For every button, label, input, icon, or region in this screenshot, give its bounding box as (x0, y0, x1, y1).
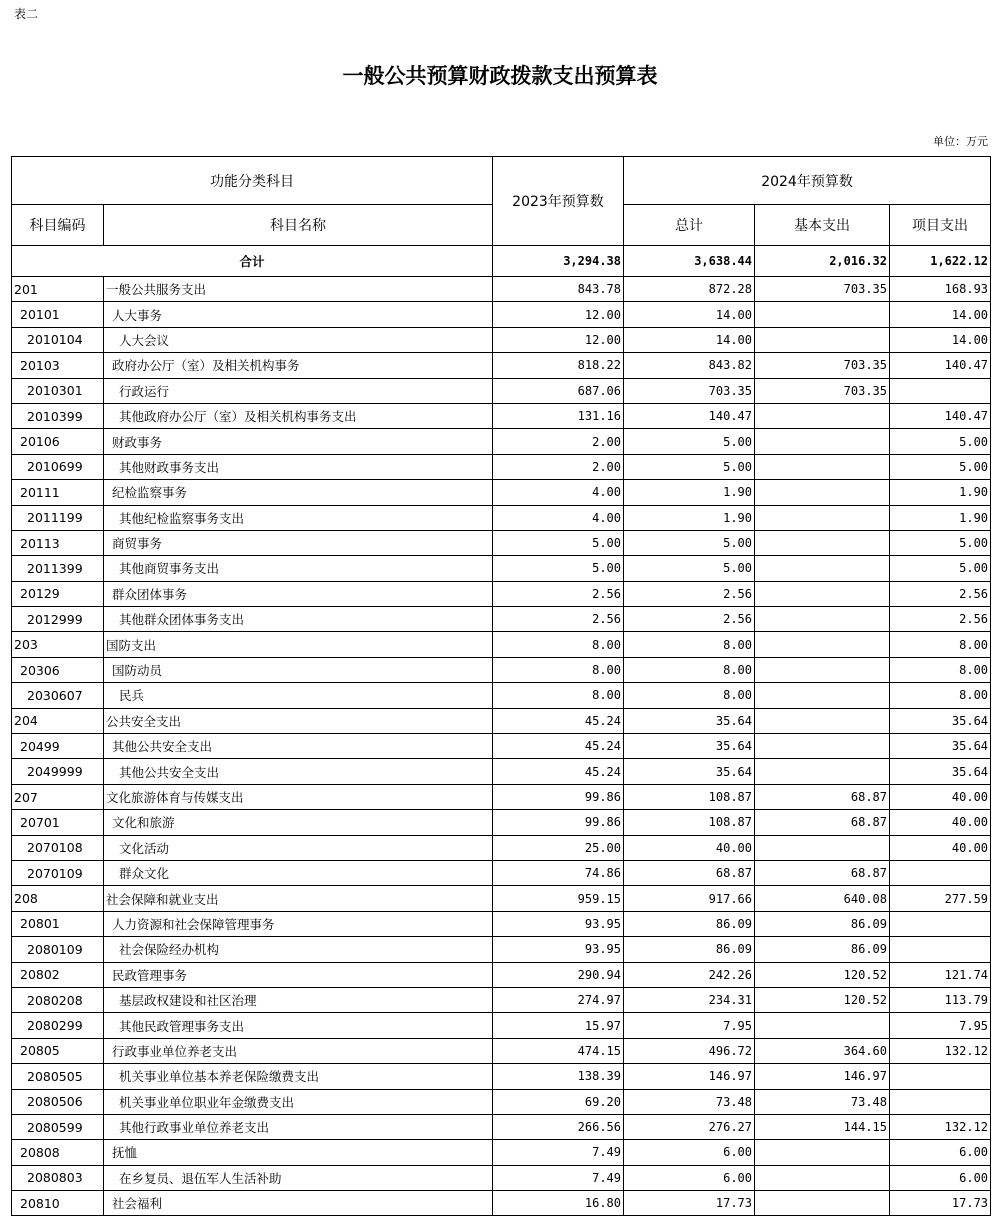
cell-project: 168.93 (890, 277, 991, 302)
cell-name: 行政运行 (104, 378, 493, 403)
cell-name: 其他民政管理事务支出 (104, 1013, 493, 1038)
table-row (12, 530, 991, 555)
cell-prev: 2.00 (493, 429, 624, 454)
cell-basic: 73.48 (755, 1089, 890, 1114)
total-total: 3,638.44 (624, 246, 755, 277)
cell-total: 14.00 (624, 327, 755, 352)
cell-basic: 120.52 (755, 987, 890, 1012)
cell-prev: 74.86 (493, 860, 624, 885)
table-row (12, 1038, 991, 1063)
total-row (12, 246, 991, 277)
cell-total: 8.00 (624, 683, 755, 708)
cell-prev: 5.00 (493, 556, 624, 581)
cell-code: 2080506 (12, 1089, 104, 1114)
cell-code: 20113 (12, 530, 104, 555)
header-total: 总计 (624, 205, 755, 246)
table-row (12, 505, 991, 530)
cell-basic: 146.97 (755, 1064, 890, 1089)
cell-basic (755, 1140, 890, 1165)
cell-prev: 843.78 (493, 277, 624, 302)
table-row (12, 1064, 991, 1089)
total-basic: 2,016.32 (755, 246, 890, 277)
cell-code: 2080599 (12, 1114, 104, 1139)
cell-prev: 290.94 (493, 962, 624, 987)
cell-basic (755, 1191, 890, 1216)
cell-basic (755, 734, 890, 759)
cell-code: 204 (12, 708, 104, 733)
cell-name: 群众团体事务 (104, 581, 493, 606)
cell-code: 20103 (12, 353, 104, 378)
table-row (12, 556, 991, 581)
cell-name: 政府办公厅（室）及相关机构事务 (104, 353, 493, 378)
cell-code: 2010301 (12, 378, 104, 403)
cell-project: 40.00 (890, 835, 991, 860)
cell-total: 35.64 (624, 734, 755, 759)
cell-name: 社会福利 (104, 1191, 493, 1216)
cell-project: 17.73 (890, 1191, 991, 1216)
cell-basic: 640.08 (755, 886, 890, 911)
cell-total: 5.00 (624, 454, 755, 479)
cell-project: 140.47 (890, 353, 991, 378)
table-row (12, 607, 991, 632)
cell-total: 6.00 (624, 1165, 755, 1190)
cell-total: 5.00 (624, 429, 755, 454)
cell-prev: 99.86 (493, 784, 624, 809)
cell-code: 20808 (12, 1140, 104, 1165)
cell-name: 一般公共服务支出 (104, 277, 493, 302)
table-row (12, 708, 991, 733)
cell-code: 2011199 (12, 505, 104, 530)
cell-total: 17.73 (624, 1191, 755, 1216)
cell-prev: 7.49 (493, 1165, 624, 1190)
cell-code: 207 (12, 784, 104, 809)
cell-prev: 4.00 (493, 505, 624, 530)
table-row (12, 632, 991, 657)
cell-basic: 68.87 (755, 784, 890, 809)
cell-basic (755, 632, 890, 657)
cell-prev: 474.15 (493, 1038, 624, 1063)
cell-code: 20111 (12, 480, 104, 505)
cell-prev: 8.00 (493, 657, 624, 682)
table-row (12, 327, 991, 352)
cell-code: 20810 (12, 1191, 104, 1216)
cell-code: 2010699 (12, 454, 104, 479)
cell-prev: 959.15 (493, 886, 624, 911)
total-project: 1,622.12 (890, 246, 991, 277)
total-label: 合计 (12, 246, 493, 277)
cell-basic (755, 607, 890, 632)
cell-name: 财政事务 (104, 429, 493, 454)
table-row (12, 784, 991, 809)
cell-project: 35.64 (890, 708, 991, 733)
cell-code: 2010104 (12, 327, 104, 352)
cell-name: 社会保险经办机构 (104, 937, 493, 962)
header-prev-year: 2023年预算数 (493, 157, 624, 246)
cell-total: 5.00 (624, 530, 755, 555)
cell-code: 20101 (12, 302, 104, 327)
cell-total: 86.09 (624, 937, 755, 962)
cell-basic (755, 454, 890, 479)
cell-project: 277.59 (890, 886, 991, 911)
cell-total: 86.09 (624, 911, 755, 936)
unit-label: 单位：万元 (933, 135, 988, 148)
cell-project: 40.00 (890, 810, 991, 835)
cell-code: 2030607 (12, 683, 104, 708)
cell-basic (755, 759, 890, 784)
cell-project: 121.74 (890, 962, 991, 987)
table-row (12, 734, 991, 759)
cell-basic (755, 530, 890, 555)
cell-code: 20801 (12, 911, 104, 936)
cell-total: 35.64 (624, 708, 755, 733)
cell-total: 7.95 (624, 1013, 755, 1038)
cell-prev: 12.00 (493, 302, 624, 327)
cell-name: 机关事业单位基本养老保险缴费支出 (104, 1064, 493, 1089)
table-body (12, 246, 991, 1216)
cell-total: 917.66 (624, 886, 755, 911)
cell-name: 其他公共安全支出 (104, 759, 493, 784)
header-name: 科目名称 (104, 205, 493, 246)
cell-prev: 93.95 (493, 937, 624, 962)
cell-code: 20106 (12, 429, 104, 454)
cell-total: 73.48 (624, 1089, 755, 1114)
page-title: 一般公共预算财政拨款支出预算表 (342, 63, 658, 88)
header-function-group: 功能分类科目 (12, 157, 493, 205)
table-row (12, 1089, 991, 1114)
cell-project: 132.12 (890, 1038, 991, 1063)
cell-basic (755, 657, 890, 682)
cell-basic (755, 480, 890, 505)
cell-project: 5.00 (890, 454, 991, 479)
cell-code: 2080109 (12, 937, 104, 962)
table-row (12, 759, 991, 784)
cell-project: 1.90 (890, 480, 991, 505)
cell-basic (755, 327, 890, 352)
cell-name: 国防支出 (104, 632, 493, 657)
cell-basic (755, 403, 890, 428)
cell-name: 文化和旅游 (104, 810, 493, 835)
table-row (12, 353, 991, 378)
cell-basic (755, 683, 890, 708)
cell-project: 2.56 (890, 581, 991, 606)
cell-name: 社会保障和就业支出 (104, 886, 493, 911)
cell-name: 其他财政事务支出 (104, 454, 493, 479)
table-row (12, 1191, 991, 1216)
cell-total: 108.87 (624, 810, 755, 835)
table-row (12, 657, 991, 682)
budget-table (11, 156, 991, 1216)
cell-total: 496.72 (624, 1038, 755, 1063)
cell-name: 其他商贸事务支出 (104, 556, 493, 581)
cell-code: 2080299 (12, 1013, 104, 1038)
cell-project (890, 860, 991, 885)
table-row (12, 683, 991, 708)
cell-total: 140.47 (624, 403, 755, 428)
cell-code: 2080803 (12, 1165, 104, 1190)
cell-name: 国防动员 (104, 657, 493, 682)
cell-project: 113.79 (890, 987, 991, 1012)
cell-basic (755, 505, 890, 530)
table-row (12, 860, 991, 885)
table-row (12, 1114, 991, 1139)
cell-name: 民政管理事务 (104, 962, 493, 987)
cell-name: 人大会议 (104, 327, 493, 352)
cell-project: 8.00 (890, 632, 991, 657)
cell-code: 2080208 (12, 987, 104, 1012)
cell-name: 其他群众团体事务支出 (104, 607, 493, 632)
table-row (12, 1013, 991, 1038)
cell-total: 2.56 (624, 581, 755, 606)
cell-total: 40.00 (624, 835, 755, 860)
cell-prev: 12.00 (493, 327, 624, 352)
cell-project: 7.95 (890, 1013, 991, 1038)
cell-basic: 703.35 (755, 277, 890, 302)
cell-total: 1.90 (624, 505, 755, 530)
cell-code: 2049999 (12, 759, 104, 784)
cell-project: 8.00 (890, 657, 991, 682)
cell-project (890, 1064, 991, 1089)
table-row (12, 1165, 991, 1190)
cell-prev: 2.00 (493, 454, 624, 479)
cell-prev: 274.97 (493, 987, 624, 1012)
table-tag: 表二 (14, 7, 39, 21)
cell-basic (755, 835, 890, 860)
table-row (12, 302, 991, 327)
cell-total: 108.87 (624, 784, 755, 809)
table-row (12, 911, 991, 936)
cell-name: 其他纪检监察事务支出 (104, 505, 493, 530)
cell-code: 2080505 (12, 1064, 104, 1089)
cell-name: 人力资源和社会保障管理事务 (104, 911, 493, 936)
header-code: 科目编码 (12, 205, 104, 246)
cell-name: 文化活动 (104, 835, 493, 860)
cell-project: 132.12 (890, 1114, 991, 1139)
cell-prev: 8.00 (493, 683, 624, 708)
table-row (12, 480, 991, 505)
cell-project: 14.00 (890, 327, 991, 352)
cell-name: 纪检监察事务 (104, 480, 493, 505)
table-row (12, 1140, 991, 1165)
cell-total: 146.97 (624, 1064, 755, 1089)
cell-total: 242.26 (624, 962, 755, 987)
header-this-year: 2024年预算数 (624, 157, 991, 205)
cell-code: 20129 (12, 581, 104, 606)
cell-project: 35.64 (890, 734, 991, 759)
cell-total: 234.31 (624, 987, 755, 1012)
cell-name: 其他行政事业单位养老支出 (104, 1114, 493, 1139)
cell-basic (755, 1013, 890, 1038)
cell-code: 2070108 (12, 835, 104, 860)
cell-prev: 45.24 (493, 759, 624, 784)
table-row (12, 581, 991, 606)
cell-prev: 99.86 (493, 810, 624, 835)
cell-name: 商贸事务 (104, 530, 493, 555)
cell-basic (755, 708, 890, 733)
cell-total: 5.00 (624, 556, 755, 581)
cell-basic (755, 302, 890, 327)
cell-project: 5.00 (890, 530, 991, 555)
table-row (12, 429, 991, 454)
table-row (12, 937, 991, 962)
table-row (12, 378, 991, 403)
cell-name: 机关事业单位职业年金缴费支出 (104, 1089, 493, 1114)
cell-name: 民兵 (104, 683, 493, 708)
cell-name: 文化旅游体育与传媒支出 (104, 784, 493, 809)
cell-basic: 120.52 (755, 962, 890, 987)
cell-basic: 86.09 (755, 911, 890, 936)
cell-total: 2.56 (624, 607, 755, 632)
cell-prev: 266.56 (493, 1114, 624, 1139)
cell-prev: 16.80 (493, 1191, 624, 1216)
cell-basic: 703.35 (755, 378, 890, 403)
cell-project: 8.00 (890, 683, 991, 708)
cell-code: 20802 (12, 962, 104, 987)
cell-total: 6.00 (624, 1140, 755, 1165)
cell-basic: 703.35 (755, 353, 890, 378)
cell-name: 人大事务 (104, 302, 493, 327)
cell-basic (755, 1165, 890, 1190)
table-row (12, 403, 991, 428)
cell-project (890, 378, 991, 403)
table-row (12, 962, 991, 987)
cell-name: 抚恤 (104, 1140, 493, 1165)
cell-project: 6.00 (890, 1140, 991, 1165)
total-prev: 3,294.38 (493, 246, 624, 277)
cell-project: 14.00 (890, 302, 991, 327)
header-project: 项目支出 (890, 205, 991, 246)
cell-total: 843.82 (624, 353, 755, 378)
cell-basic (755, 429, 890, 454)
cell-project: 140.47 (890, 403, 991, 428)
header-basic: 基本支出 (755, 205, 890, 246)
cell-prev: 4.00 (493, 480, 624, 505)
cell-basic: 68.87 (755, 810, 890, 835)
cell-code: 20701 (12, 810, 104, 835)
cell-basic: 86.09 (755, 937, 890, 962)
cell-basic: 144.15 (755, 1114, 890, 1139)
cell-name: 其他政府办公厅（室）及相关机构事务支出 (104, 403, 493, 428)
cell-total: 872.28 (624, 277, 755, 302)
cell-prev: 45.24 (493, 708, 624, 733)
cell-project: 5.00 (890, 556, 991, 581)
cell-project (890, 1089, 991, 1114)
cell-name: 在乡复员、退伍军人生活补助 (104, 1165, 493, 1190)
cell-prev: 25.00 (493, 835, 624, 860)
cell-prev: 45.24 (493, 734, 624, 759)
cell-code: 20805 (12, 1038, 104, 1063)
cell-prev: 2.56 (493, 581, 624, 606)
cell-project: 40.00 (890, 784, 991, 809)
cell-prev: 138.39 (493, 1064, 624, 1089)
cell-project: 6.00 (890, 1165, 991, 1190)
cell-prev: 5.00 (493, 530, 624, 555)
cell-total: 8.00 (624, 632, 755, 657)
cell-prev: 8.00 (493, 632, 624, 657)
cell-project: 35.64 (890, 759, 991, 784)
cell-name: 其他公共安全支出 (104, 734, 493, 759)
cell-code: 208 (12, 886, 104, 911)
cell-total: 35.64 (624, 759, 755, 784)
cell-code: 2070109 (12, 860, 104, 885)
table-row (12, 454, 991, 479)
cell-code: 20499 (12, 734, 104, 759)
cell-total: 703.35 (624, 378, 755, 403)
cell-basic (755, 581, 890, 606)
cell-project (890, 911, 991, 936)
cell-total: 14.00 (624, 302, 755, 327)
cell-code: 203 (12, 632, 104, 657)
cell-basic (755, 556, 890, 581)
cell-prev: 131.16 (493, 403, 624, 428)
cell-project: 1.90 (890, 505, 991, 530)
cell-code: 20306 (12, 657, 104, 682)
cell-project (890, 937, 991, 962)
cell-total: 276.27 (624, 1114, 755, 1139)
cell-code: 2010399 (12, 403, 104, 428)
cell-project: 2.56 (890, 607, 991, 632)
cell-prev: 93.95 (493, 911, 624, 936)
cell-total: 1.90 (624, 480, 755, 505)
cell-prev: 2.56 (493, 607, 624, 632)
cell-name: 群众文化 (104, 860, 493, 885)
cell-prev: 818.22 (493, 353, 624, 378)
cell-prev: 7.49 (493, 1140, 624, 1165)
cell-prev: 687.06 (493, 378, 624, 403)
cell-prev: 69.20 (493, 1089, 624, 1114)
table-row (12, 277, 991, 302)
cell-prev: 15.97 (493, 1013, 624, 1038)
table-row (12, 987, 991, 1012)
table-row (12, 810, 991, 835)
cell-name: 行政事业单位养老支出 (104, 1038, 493, 1063)
table-row (12, 886, 991, 911)
cell-total: 8.00 (624, 657, 755, 682)
cell-project: 5.00 (890, 429, 991, 454)
cell-total: 68.87 (624, 860, 755, 885)
cell-name: 基层政权建设和社区治理 (104, 987, 493, 1012)
cell-basic: 68.87 (755, 860, 890, 885)
cell-code: 2011399 (12, 556, 104, 581)
cell-name: 公共安全支出 (104, 708, 493, 733)
cell-code: 2012999 (12, 607, 104, 632)
table-row (12, 835, 991, 860)
cell-basic: 364.60 (755, 1038, 890, 1063)
cell-code: 201 (12, 277, 104, 302)
